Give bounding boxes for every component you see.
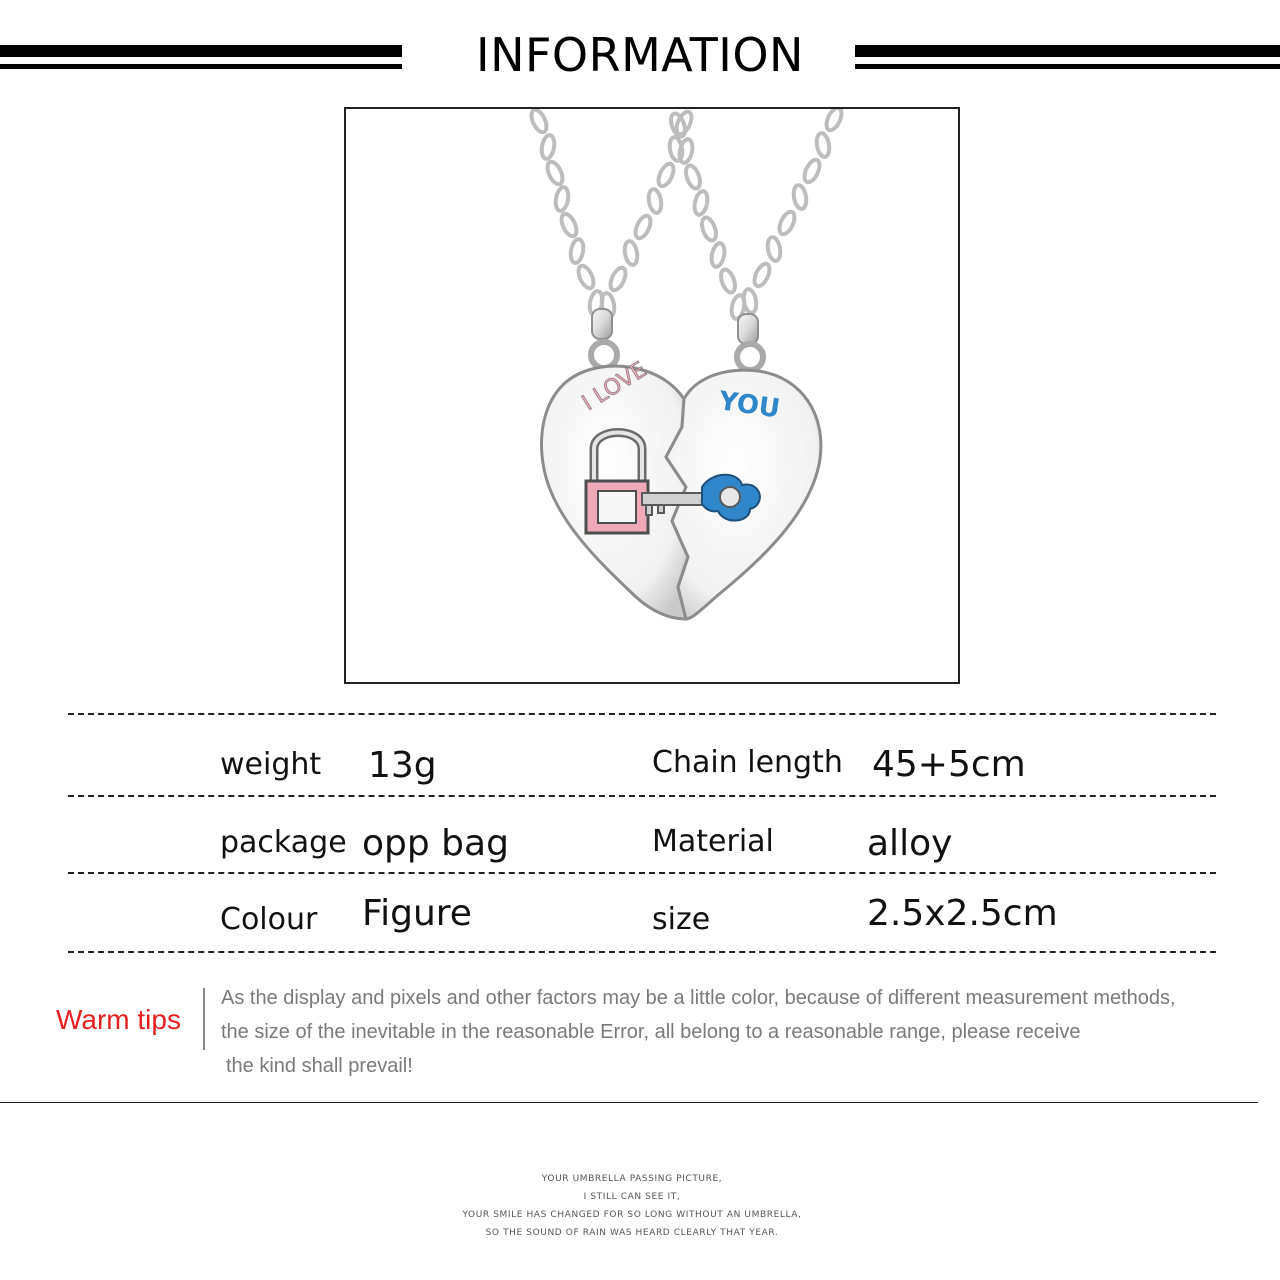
warm-tips-divider: [203, 988, 205, 1050]
spec-label-size: size: [652, 902, 711, 937]
warm-tips-label: Warm tips: [56, 1004, 181, 1035]
spec-divider: [68, 795, 1216, 797]
page-title: INFORMATION: [476, 28, 804, 82]
left-chain: [528, 109, 694, 318]
spec-value-size: 2.5x2.5cm: [867, 893, 1058, 934]
bottom-rule: [0, 1102, 1258, 1103]
left-bail: [592, 309, 612, 339]
spec-value-colour: Figure: [362, 893, 472, 934]
spec-divider-bottom: [68, 951, 1216, 953]
left-jump-ring: [591, 342, 617, 368]
spec-label-weight: weight: [220, 747, 322, 782]
right-bail: [738, 314, 758, 344]
spec-divider-top: [68, 713, 1216, 715]
spec-value-weight: 13g: [368, 745, 437, 786]
footer-poem: [0, 1170, 1264, 1242]
spec-label-package: package: [220, 825, 347, 860]
product-image-frame: [344, 107, 960, 684]
spec-divider: [68, 872, 1216, 874]
warm-tips-line: As the display and pixels and other factors may be a little color, because of different measurement methods,: [221, 987, 1176, 1009]
spec-value-chain-length: 45+5cm: [872, 744, 1026, 785]
footer-poem-line: YOUR SMILE HAS CHANGED FOR SO LONG WITHOUT AN UMBRELLA,: [462, 1210, 802, 1220]
spec-value-package: opp bag: [362, 823, 509, 864]
spec-label-chain-length: Chain length: [652, 745, 843, 780]
heart-left-engraving: I LOVE: [577, 357, 652, 417]
spec-label-material: Material: [652, 824, 774, 859]
footer-poem-line: YOUR UMBRELLA PASSING PICTURE,: [541, 1174, 723, 1184]
spec-label-colour: Colour: [220, 902, 318, 937]
heart-right-engraving: YOU: [717, 386, 782, 425]
right-chain: [668, 109, 844, 320]
heart-necklace-illustration: [346, 109, 958, 682]
footer-poem-line: SO THE SOUND OF RAIN WAS HEARD CLEARLY THAT YEAR.: [485, 1228, 779, 1238]
warm-tips-line: the size of the inevitable in the reasonable Error, all belong to a reasonable range, please receive: [221, 1021, 1081, 1043]
right-jump-ring: [737, 344, 763, 370]
footer-poem-line: I STILL CAN SEE IT,: [583, 1192, 681, 1202]
spec-value-material: alloy: [867, 823, 953, 864]
warm-tips-line: the kind shall prevail!: [226, 1055, 413, 1077]
